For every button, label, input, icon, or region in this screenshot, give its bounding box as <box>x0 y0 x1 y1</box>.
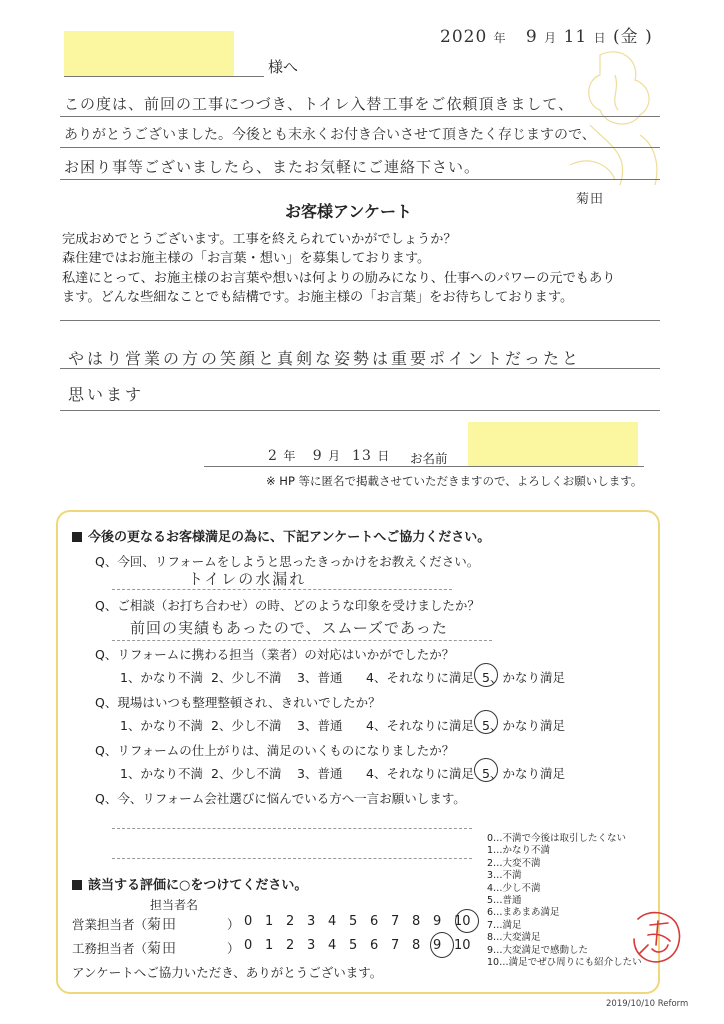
q3-option-2: 2、少し不満 <box>211 670 282 685</box>
letter-date-weekday: (金 ) <box>613 27 653 47</box>
question-4: Q、現場はいつも整理整頓され、きれいでしたか？ <box>95 695 381 710</box>
survey-line-3 <box>60 410 660 411</box>
legend-item-3: 3…不満 <box>487 870 522 882</box>
survey-date-underline <box>204 466 644 467</box>
survey-date <box>268 447 390 464</box>
letter-date-month-unit: 月 <box>544 31 558 45</box>
sales-score-1: 1 <box>265 914 274 929</box>
square-bullet-icon <box>72 880 82 890</box>
legend-item-2: 2…大変不満 <box>487 857 541 869</box>
letter-date-year: 2020 <box>440 27 488 47</box>
red-seal-stamp-icon <box>628 905 686 967</box>
letter-date-day: 11 <box>563 27 588 47</box>
construction-score-7: 7 <box>391 938 400 953</box>
answer-1: トイレの水漏れ <box>188 570 307 588</box>
rating-heading <box>72 874 307 893</box>
q3-option-1: 1、かなり不満 <box>120 670 203 685</box>
survey-response-line-1: やはり営業の方の笑顔と真剣な姿勢は重要ポイントだったと <box>68 349 582 368</box>
survey-name-label: お名前 <box>410 451 448 466</box>
construction-row <box>72 938 240 958</box>
sales-score-9: 9 <box>433 914 442 929</box>
legend-item-4: 4…少し不満 <box>487 882 541 894</box>
sales-row <box>72 914 240 934</box>
survey-date-month-unit: 月 <box>328 449 342 463</box>
q4-option-5: 5、かなり満足 <box>482 718 565 733</box>
q5-option-1: 1、かなり不満 <box>120 766 203 781</box>
question-1: Q、今回、リフォームをしようと思ったきっかけをお教えください。 <box>95 554 480 569</box>
construction-label: 工務担当者（ <box>72 941 148 956</box>
letter-body-line-3: お困り事等ございましたら、またお気軽にご連絡下さい。 <box>64 158 481 176</box>
answer-2: 前回の実績もあったので、スムーズであった <box>130 619 448 637</box>
legend-item-1: 1…かなり不満 <box>487 845 551 857</box>
construction-score-5: 5 <box>349 938 358 953</box>
answer-2-underline <box>112 640 492 641</box>
construction-score-10: 10 <box>454 938 471 953</box>
survey-line-1 <box>60 320 660 321</box>
sales-score-8: 8 <box>412 914 421 929</box>
salutation-underline <box>64 76 264 77</box>
letter-date-month: 9 <box>525 27 538 47</box>
answer-1-underline <box>112 589 452 590</box>
letter-line-1 <box>60 116 660 117</box>
q3-selection-circle <box>474 663 498 687</box>
square-bullet-icon <box>72 532 82 542</box>
letter-date <box>440 22 653 47</box>
construction-score-circle <box>430 932 454 958</box>
construction-score-9: 9 <box>433 938 442 953</box>
construction-score-6: 6 <box>370 938 379 953</box>
survey-response-line-2: 思います <box>68 385 145 404</box>
letter-line-2 <box>60 147 660 148</box>
sales-score-7: 7 <box>391 914 400 929</box>
q3-option-4: 4、それなりに満足 <box>366 670 474 685</box>
survey-date-day-unit: 日 <box>377 449 391 463</box>
survey-intro-line-3: 私達にとって、お施主様のお言葉や想いは何よりの励みになり、仕事へのパワーの元でもあり <box>62 271 616 286</box>
survey-intro-line-2: 森住建ではお施主様の「お言葉・想い」を募集しております。 <box>62 251 431 266</box>
sales-close-paren: ） <box>227 917 240 932</box>
legend-item-8: 8…大変満足 <box>487 932 541 944</box>
question-6: Q、今、リフォーム会社選びに悩んでいる方へ一言お願いします。 <box>95 791 466 806</box>
staff-header: 担当者名 <box>150 898 199 912</box>
q5-selection-circle <box>474 758 498 782</box>
q4-selection-circle <box>474 710 498 734</box>
questionnaire-heading-text: 今後の更なるお客様満足の為に、下記アンケートへご協力ください。 <box>88 530 491 545</box>
legend-item-5: 5…普通 <box>487 895 522 907</box>
letter-body-line-1: この度は、前回の工事につづき、トイレ入替工事をご依頼頂きまして、 <box>64 95 575 113</box>
sales-score-3: 3 <box>307 914 316 929</box>
redacted-survey-name <box>468 422 638 466</box>
rating-heading-text: 該当する評価に○をつけてください。 <box>88 878 308 893</box>
legend-item-0: 0…不満で今後は取引したくない <box>487 833 627 844</box>
question-2: Q、ご相談（お打ち合わせ）の時、どのような印象を受けましたか？ <box>95 598 480 613</box>
redacted-customer-name <box>64 31 234 77</box>
answer-6-line-2 <box>112 858 472 859</box>
sales-score-circle <box>455 909 479 933</box>
legend-item-6: 6…まあまあ満足 <box>487 907 560 919</box>
construction-score-4: 4 <box>328 938 337 953</box>
letter-date-year-unit: 年 <box>493 31 507 45</box>
letter-date-day-unit: 日 <box>593 31 607 45</box>
sales-scale <box>244 914 475 929</box>
q3-option-3: 3、普通 <box>297 670 343 685</box>
questionnaire-heading <box>72 526 490 545</box>
survey-note: ※ HP 等に匿名で掲載させていただきますので、よろしくお願いします。 <box>266 474 643 488</box>
survey-date-year-unit: 年 <box>283 449 297 463</box>
construction-score-3: 3 <box>307 938 316 953</box>
letter-line-3 <box>60 179 660 180</box>
survey-title: お客様アンケート <box>285 202 413 221</box>
construction-score-1: 1 <box>265 938 274 953</box>
q5-option-4: 4、それなりに満足 <box>366 766 474 781</box>
salutation: 様へ <box>268 58 299 76</box>
construction-score-8: 8 <box>412 938 421 953</box>
q5-option-2: 2、少し不満 <box>211 766 282 781</box>
construction-close-paren: ） <box>227 941 240 956</box>
sales-label: 営業担当者（ <box>72 917 148 932</box>
question-5: Q、リフォームの仕上がりは、満足のいくものになりましたか？ <box>95 743 455 758</box>
legend-item-10: 10…満足でぜひ周りにも紹介したい <box>487 957 642 969</box>
construction-name: 菊田 <box>147 941 178 957</box>
q3-option-5: 5、かなり満足 <box>482 670 565 685</box>
construction-score-0: 0 <box>244 938 253 953</box>
flower-decoration-icon <box>560 45 670 190</box>
legend-item-9: 9…大変満足で感動した <box>487 944 589 956</box>
survey-intro-line-4: ます。どんな些細なことでも結構です。お施主様の「お言葉」をお待ちしております。 <box>62 290 574 305</box>
sales-score-0: 0 <box>244 914 253 929</box>
survey-date-month: 9 <box>312 448 323 464</box>
sales-score-5: 5 <box>349 914 358 929</box>
construction-score-2: 2 <box>286 938 295 953</box>
letter-signature: 菊田 <box>576 192 605 207</box>
sales-score-4: 4 <box>328 914 337 929</box>
q4-option-1: 1、かなり不満 <box>120 718 203 733</box>
answer-6-line-1 <box>112 828 472 829</box>
q4-option-3: 3、普通 <box>297 718 343 733</box>
question-3: Q、リフォームに携わる担当（業者）の対応はいかがでしたか？ <box>95 647 455 662</box>
sales-score-2: 2 <box>286 914 295 929</box>
legend-item-7: 7…満足 <box>487 919 522 931</box>
survey-date-year: 2 <box>268 448 278 464</box>
survey-date-day: 13 <box>352 448 372 464</box>
sales-score-6: 6 <box>370 914 379 929</box>
letter-body-line-2: ありがとうございました。今後とも末永くお付き合いさせて頂きたく存じますので、 <box>64 127 596 143</box>
footer-version: 2019/10/10 Reform <box>606 999 689 1009</box>
sales-name: 菊田 <box>147 917 178 933</box>
q4-option-2: 2、少し不満 <box>211 718 282 733</box>
q4-option-4: 4、それなりに満足 <box>366 718 474 733</box>
q5-option-5: 5、かなり満足 <box>482 766 565 781</box>
thanks-text: アンケートへご協力いただき、ありがとうございます。 <box>72 965 383 980</box>
survey-intro-line-1: 完成おめでとうございます。工事を終えられていかがでしょうか？ <box>62 232 457 247</box>
q5-option-3: 3、普通 <box>297 766 343 781</box>
sales-score-10: 10 <box>454 914 471 929</box>
rating-legend <box>487 833 642 969</box>
